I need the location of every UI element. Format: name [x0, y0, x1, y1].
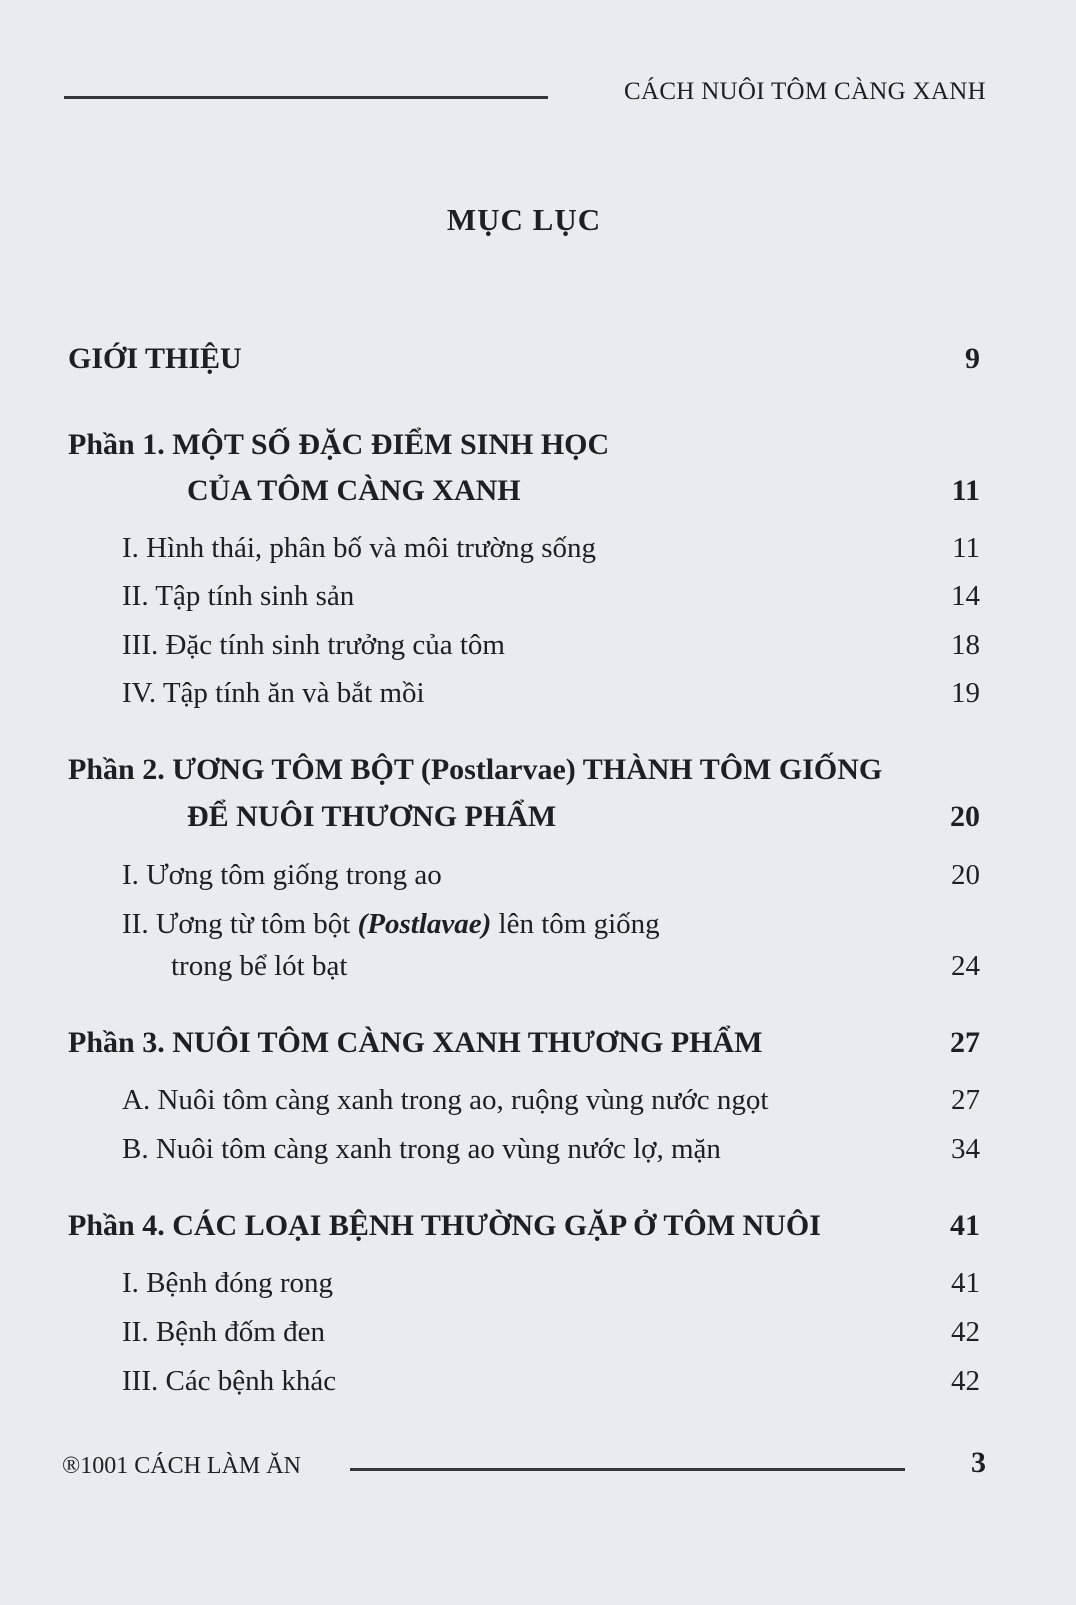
label-italic-term: (Postlavae) [357, 908, 492, 940]
label-pre: II. Ương từ tôm bột [122, 908, 358, 940]
toc-entry-label: Phần 3. NUÔI TÔM CÀNG XANH THƯƠNG PHẨM [68, 1026, 763, 1059]
footer-publisher: ®1001 CÁCH LÀM ĂN [62, 1453, 301, 1479]
toc-subentry-page: 18 [951, 629, 980, 661]
toc-subentry-label: III. Đặc tính sinh trưởng của tôm [122, 629, 505, 661]
toc-title: MỤC LỤC [446, 202, 602, 237]
toc-subentry [68, 908, 980, 948]
toc-subentry [68, 1084, 980, 1124]
toc-entry-label: CỦA TÔM CÀNG XANH [187, 474, 521, 507]
toc-subentry-label: I. Bệnh đóng rong [122, 1267, 334, 1299]
toc-entry-page: 27 [950, 1026, 980, 1059]
toc-part3 [68, 1026, 980, 1066]
toc-subentry-page: 41 [951, 1267, 980, 1299]
toc-subentry-page: 19 [951, 677, 980, 709]
toc-entry-label: ĐỂ NUÔI THƯƠNG PHẨM [187, 800, 557, 833]
label-post: lên tôm giống [491, 908, 660, 940]
toc-subentry-page: 42 [951, 1316, 980, 1348]
toc-part1-line2 [68, 474, 980, 514]
toc-subentry [68, 1267, 980, 1307]
toc-entry-page: 9 [965, 342, 980, 375]
toc-subentry [68, 1133, 980, 1173]
toc-subentry [68, 629, 980, 669]
toc-subentry [68, 532, 980, 572]
toc-entry-intro [68, 342, 980, 382]
toc-subentry [68, 677, 980, 717]
toc-part4 [68, 1209, 980, 1249]
toc-subentry-page: 42 [951, 1365, 980, 1397]
page-number: 3 [971, 1446, 986, 1479]
toc-subentry-page: 14 [951, 580, 980, 612]
toc-subentry-label: IV. Tập tính ăn và bắt mồi [122, 677, 425, 709]
toc-subentry-page: 34 [951, 1133, 980, 1165]
running-header-title: CÁCH NUÔI TÔM CÀNG XANH [623, 78, 986, 105]
toc-subentry [68, 580, 980, 620]
toc-part2-line1 [68, 753, 980, 793]
toc-subentry [68, 859, 980, 899]
toc-subentry-label: III. Các bệnh khác [122, 1365, 337, 1397]
toc-entry-label: Phần 4. CÁC LOẠI BỆNH THƯỜNG GẶP Ở TÔM NUÔI [68, 1209, 821, 1242]
toc-subentry-label: B. Nuôi tôm càng xanh trong ao vùng nước lợ, mặn [122, 1133, 721, 1165]
toc-subentry-label: trong bể lót bạt [171, 950, 348, 982]
header-rule [64, 96, 548, 99]
toc-entry-label: Phần 2. ƯƠNG TÔM BỘT (Postlarvae) THÀNH TÔM GIỐNG [68, 753, 883, 786]
toc-entry-label: GIỚI THIỆU [68, 342, 242, 375]
toc-subentry-label: A. Nuôi tôm càng xanh trong ao, ruộng vùng nước ngọt [122, 1084, 769, 1116]
toc-part2-line2 [68, 800, 980, 840]
toc-subentry-label [122, 908, 660, 941]
toc-subentry-label: II. Tập tính sinh sản [122, 580, 355, 612]
toc-subentry-page: 27 [951, 1084, 980, 1116]
toc-subentry-page: 20 [951, 859, 980, 891]
toc-entry-page: 20 [950, 800, 980, 833]
toc-part1-line1 [68, 428, 980, 468]
toc-subentry-continuation [68, 950, 980, 990]
toc-subentry-label: II. Bệnh đốm đen [122, 1316, 325, 1348]
toc-entry-page: 11 [951, 474, 980, 507]
toc-subentry [68, 1316, 980, 1356]
toc-subentry-page: 11 [952, 532, 980, 564]
toc-subentry-label: I. Hình thái, phân bố và môi trường sống [122, 532, 597, 564]
toc-subentry-label: I. Ương tôm giống trong ao [122, 859, 442, 891]
toc-entry-label: Phần 1. MỘT SỐ ĐẶC ĐIỂM SINH HỌC [68, 428, 610, 461]
footer-rule [350, 1468, 905, 1471]
toc-entry-page: 41 [950, 1209, 980, 1242]
toc-subentry [68, 1365, 980, 1405]
toc-subentry-page: 24 [951, 950, 980, 982]
